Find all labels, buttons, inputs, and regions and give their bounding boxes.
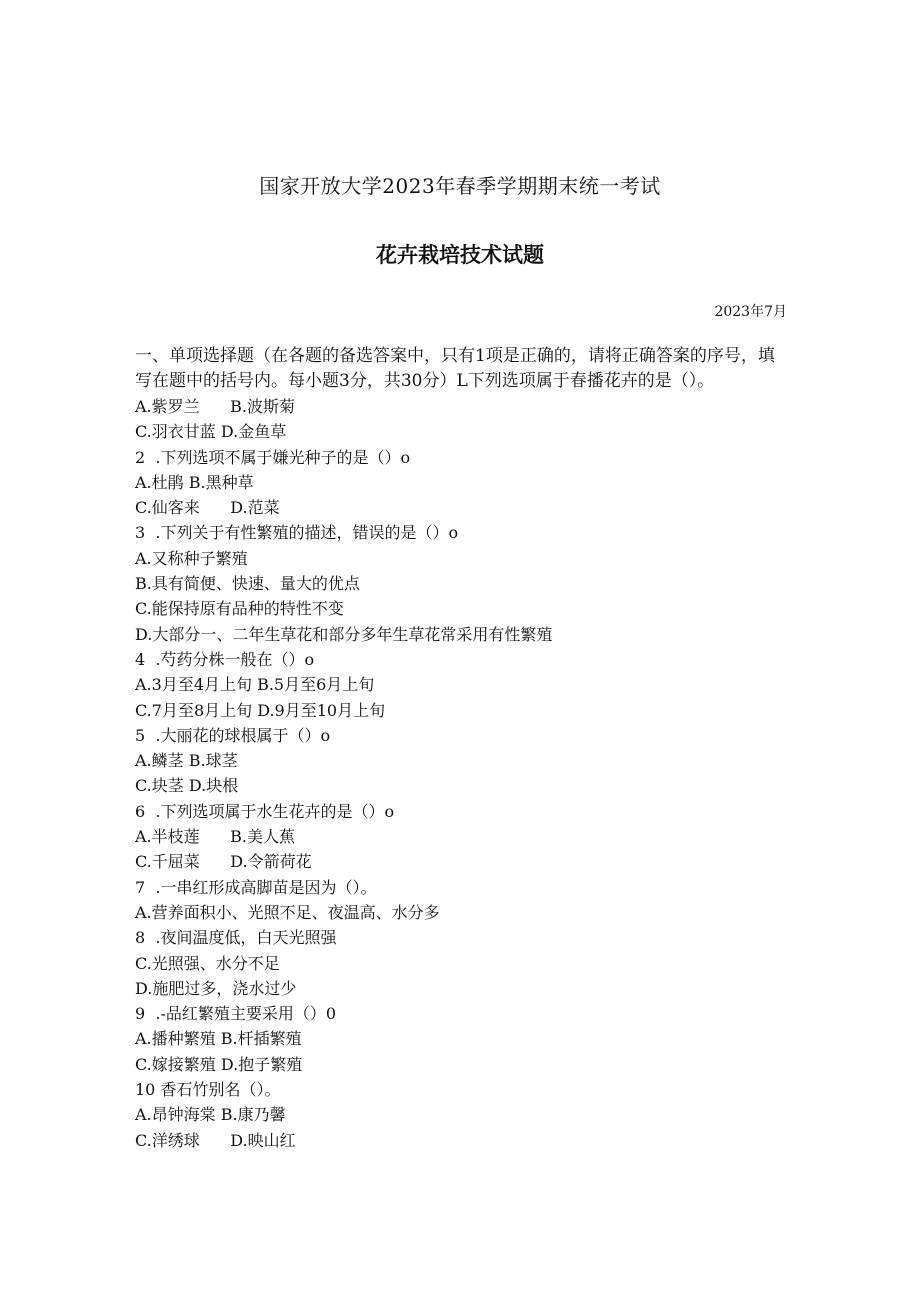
question-line: C.光照强、水分不足 [135, 953, 280, 973]
question-line: A.鳞茎 B.球茎 [135, 751, 238, 771]
question-line: A.营养面积小、光照不足、夜温高、水分多 [135, 902, 440, 922]
question-line: A.3月至4月上旬 B.5月至6月上旬 [135, 675, 375, 695]
question-line: A.杜鹃 B.黑种草 [135, 472, 254, 492]
question-line: 10 香石竹别名（）。 [135, 1080, 281, 1100]
question-line: 2 .下列选项不属于嫌光种子的是（）o [135, 447, 411, 467]
question-line: B.具有简便、快速、量大的优点 [135, 574, 360, 594]
question-line: C.块茎 D.块根 [135, 776, 239, 796]
exam-date: 2023年7月 [714, 304, 787, 320]
question-line: A.紫罗兰 B.波斯菊 [135, 397, 296, 416]
question-line: C.7月至8月上旬 D.9月至10月上旬 [135, 700, 386, 720]
question-line: C.嫁接繁殖 D.抱子繁殖 [135, 1054, 303, 1074]
question-lines [135, 394, 785, 1153]
question-line: A.昂钟海棠 B.康乃馨 [135, 1105, 286, 1125]
question-line: A.半枝莲 B.美人蕉 [135, 827, 296, 847]
question-line: D.施肥过多，浇水过少 [135, 978, 297, 998]
question-line: D.大部分一、二年生草花和部分多年生草花常采用有性繁殖 [135, 624, 553, 644]
exam-name-heading: 国家开放大学2023年春季学期期末统一考试 [259, 174, 661, 198]
question-line: 3 .下列关于有性繁殖的描述，错误的是（）o [135, 523, 459, 543]
question-line: C.仙客来 D.范菜 [135, 498, 280, 518]
question-line: 6 .下列选项属于水生花卉的是（）o [135, 801, 395, 821]
question-line: C.洋绣球 D.映山红 [135, 1130, 296, 1150]
question-line: A.播种繁殖 B.杆插繁殖 [135, 1029, 302, 1049]
question-line: C.羽衣甘蓝 D.金鱼草 [135, 422, 287, 442]
question-line: 4 .芍药分株一般在（）o [135, 649, 315, 669]
question-line: 5 .大丽花的球根属于（）o [135, 725, 331, 745]
question-line: 9 .-品红繁殖主要采用（）0 [135, 1004, 337, 1024]
question-line: A.又称种子繁殖 [135, 548, 248, 568]
section-instructions: 一、单项选择题（在各题的备选答案中，只有1项是正确的，请将正确答案的序号，填写在题中的括号内。每小题3分，共30分）L下列选项属于春播花卉的是（）。 [135, 346, 775, 391]
subject-title: 花卉栽培技术试题 [376, 243, 544, 267]
question-line: C.能保持原有品种的特性不变 [135, 599, 344, 619]
question-line: 7 .一串红形成高脚苗是因为（）。 [135, 877, 377, 897]
question-line: 8 .夜间温度低，白天光照强 [135, 928, 337, 948]
question-line: C.千屈菜 D.令箭荷花 [135, 852, 312, 872]
question-section [135, 344, 785, 1153]
